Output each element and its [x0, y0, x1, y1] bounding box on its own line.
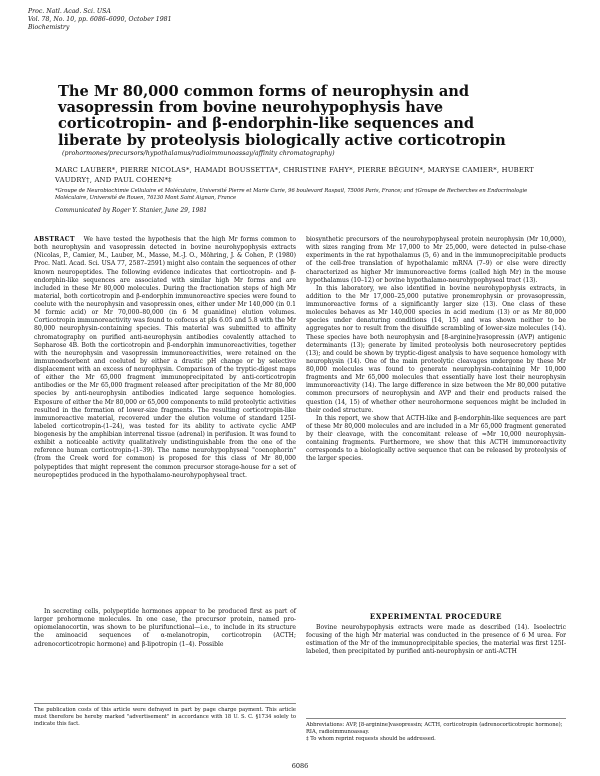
journal-section: Biochemistry	[28, 24, 70, 31]
abbreviations: Abbreviations: AVP, [8-arginine]vasopressin; ACTH, corticotropin (adrenocorticotropic hormone); RIA, radioimmunoassay.	[306, 722, 563, 735]
section-heading: EXPERIMENTAL PROCEDURE	[369, 612, 503, 621]
journal-name: Proc. Natl. Acad. Sci. USA	[28, 8, 111, 15]
journal-volume: Vol. 78, No. 10, pp. 6086–6090, October 1981	[28, 16, 172, 23]
body-paragraph-3: In this report, we show that ACTH-like and β-endorphin-like sequences are part of these Mr 80,000 molecules and are included in a Mr 65,000 fragment generated by their cleavage, with the concomitant release of ≈Mr 10,000 neurophysin-containing fragments. Furthermore, we show that this ACTH immunoreactivity corresponds to a biologically active sequence that can be released by proteolysis of the larger species.	[306, 414, 566, 463]
author-list: MARC LAUBER*, PIERRE NICOLAS*, HAMADI BOUSSETTA*, CHRISTINE FAHY*, PIERRE BÉGUIN*, MARYSE CAMIER*, HUBERT VAUDRY†, AND PAUL COHEN*‡	[55, 166, 534, 184]
body-paragraph-2: In this laboratory, we also identified in bovine neurohypophysis extracts, in addition to the Mr 17,000–25,000 putative pronemrophysin or provasopressin, immunoreactive forms of a significantly larger size (13). One class of these molecules behaves as Mr 140,000 species in acid medium (13) or as Mr 80,000 species under denaturing conditions (14, 15) and was shown neither to be aggregates nor to result from the disulfide scrambling of lower-size molecules (14). These species have both neurophysin and [8-arginine]vasopressin (AVP) antigenic determinants (13); generate by limited proteolysis both neurosecretory peptides (13); and could be shown by tryptic-digest analysis to have sequence homology with neurophysin (14). One of the main proteolytic cleavages undergone by these Mr 80,000 molecules was found to generate neurophysin-containing Mr 10,000 fragments and Mr 65,000 molecules that essentially have lost their neurophysin immunoreactivity (14). The large difference in size between the Mr 80,000 putative common precursors of neurophysin and AVP and their end products raised the question (14, 15) of whether other neurohormone sequences might be included in their coded structure.	[306, 284, 566, 414]
methods-paragraph: Bovine neurohypophysis extracts were made as described (14). Isoelectric focusing of the high Mr material was conducted in the presence of 6 M urea. For estimation of the Mr of the immunoprecipitable species, the material was first 125I-labeled, then precipitated by purified anti-neurophysin or anti-ACTH	[306, 624, 566, 656]
abstract-label: ABSTRACT	[34, 236, 75, 243]
page-number: 6086	[291, 762, 309, 770]
reprint-note: ‡ To whom reprint requests should be addressed.	[306, 735, 436, 742]
communicated-by: Communicated by Roger Y. Stanier, June 29, 1981	[55, 207, 208, 214]
paper-title: The Mr 80,000 common forms of neurophysin and vasopressin from bovine neurohypophysis have corticotropin- and β-endorphin-like sequences and liberate by proteolysis biologically active corticotropin	[58, 83, 506, 149]
body-paragraph-1: biosynthetic precursors of the neurohypophyseal protein neurophysin (Mr 10,000), with sizes ranging from Mr 17,000 to Mr 25,000, were detected in pulse-chase experiments in the rat hypothalamus (5, 6) and in the immunoprecipitable products of the cell-free translation of hypothalamic mRNA (7–9) or else were directly characterized as higher Mr immunoreactive forms (called high Mr) in the mouse hypothalamus (10–12) or bovine hypothalamo-neurohypophyseal tract (13).	[306, 236, 566, 284]
methods-text	[306, 624, 566, 657]
keywords: (prohormones/precursors/hypothalamus/radioimmunoassay/affinity chromatography)	[62, 150, 335, 157]
abstract-text: We have tested the hypothesis that the high Mr forms common to both neurophysin and vasopressin detected in bovine neurohypophysis extracts (Nicolas, P., Camier, M., Lauber, M., Masse, M.-J. O., Möhring, J. & Cohen, P. (1980) Proc. Natl. Acad. Sci. USA 77, 2587–2591) might also contain the sequences of other known neuropeptides. The following evidence indicates that corticotropin- and β-endorphin-like sequences are associated with similar high Mr forms and are included in these Mr 80,000 molecules. During the fractionation steps of high Mr material, both corticotropin and β-endorphin immunoreactive species were found to coelute with the neurophysin and vasopressin ones, either under Mr 140,000 (in 0.1 M formic acid) or Mr 70,000–80,000 (in 6 M guanidine) elution volumes. Corticotropin immunoreactivity was found to cofocus at pIs 6.05 and 5.8 with the Mr 80,000 neurophysin-containing species. This material was submitted to affinity chromatography on purified anti-neurophysin antibodies covalently attached to Sepharose 4B. Both the corticotropin and β-endorphin immunoreactivities, together with the neurophysin and vasopressin immunoreactivities, were retained on the immunoadsorbent and coeluted by either a drastic pH change or by selective displacement with an excess of neurophysin. Comparison of the tryptic-digest maps of either the Mr 65,000 fragment immunoprecipitated by anti-corticotropin antibodies or the Mr 65,000 fragment released after precipitation of the Mr 80,000 species by anti-neurophysin antibodies indicated large sequence homologies. Exposure of either the Mr 80,000 or 65,000 components to mild proteolytic activities resulted in the formation of lower-size fragments. The resulting corticotropin-like immunoreactive material, recovered under the elution volume of standard 125I-labeled corticotropin-(1–24), was tested for its ability to activate cyclic AMP biogenesis by the amphibian interrenal tissue (adrenal) in perifusion. It was found to exhibit a noticeable activity qualitatively undistinguishable from the one of the reference human corticotropin-(1–39). The name neurohypophyseal "coenophorin" (from the Creek word for common) is proposed for this class of Mr 80,000 polypeptides that might represent the common precursor storage-house for a set of neuropeptides produced in the hypothalamo-neurohypophyseal tract.	[34, 236, 296, 479]
introduction	[34, 608, 296, 649]
abstract	[34, 236, 296, 480]
abbreviations-footnote	[306, 718, 566, 742]
publication-cost-footnote: The publication costs of this article were defrayed in part by page charge payment. This article must therefore be hereby marked "advertisement" in accordance with 18 U. S. C. §1734 solely to indicate this fact.	[34, 703, 296, 727]
right-column-body	[306, 236, 566, 464]
journal-header	[28, 8, 172, 32]
intro-paragraph: In secreting cells, polypeptide hormones appear to be produced first as part of larger prohormone molecules. In one case, the precursor protein, named pro-opiomelanocortin, was shown to be plurifunctional—i.e., to include in its structure the aminoacid sequences of α-melanotropin, corticotropin (ACTH; adrenocorticotropic hormone) and β-lipotropin (1–4). Possible	[34, 608, 296, 648]
affiliations: *Groupe de Neurobiochimie Cellulaire et Moléculaire, Université Pierre et Marie Curie, 96 boulevard Raspail, 75006 Paris, France; and †Groupe de Recherches en Endocrinologie Moléculaire, Université de Rouen, 76130 Mont Saint Aignan, France	[55, 188, 528, 201]
